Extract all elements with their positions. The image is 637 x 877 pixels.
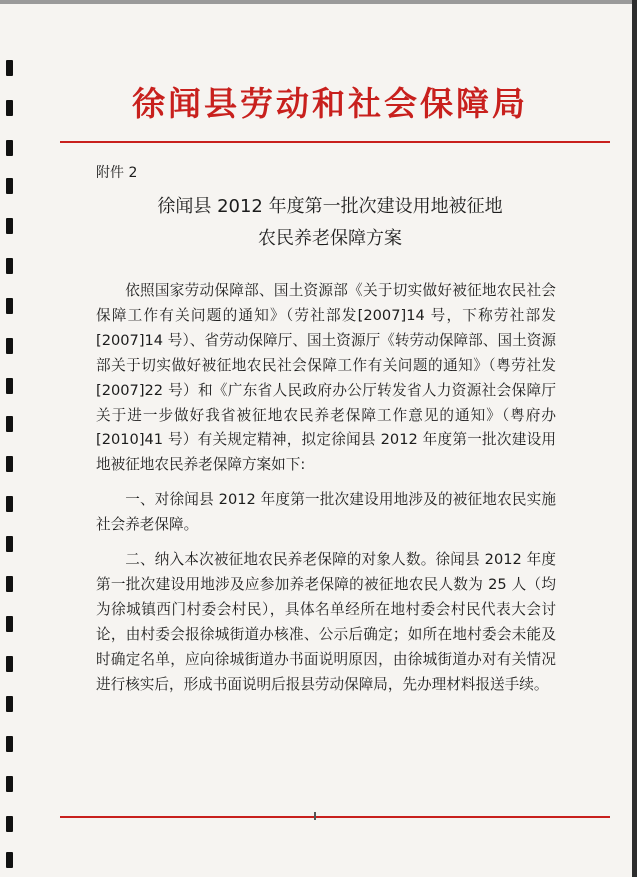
binding-hole	[6, 298, 13, 314]
binding-hole	[6, 218, 13, 234]
binding-hole	[6, 378, 13, 394]
document-title-line-1: 徐闻县 2012 年度第一批次建设用地被征地	[157, 196, 503, 217]
binding-hole	[6, 816, 13, 832]
binding-hole	[6, 736, 13, 752]
binding-holes	[6, 0, 22, 877]
footer-rule	[60, 816, 610, 818]
binding-hole	[6, 776, 13, 792]
binding-hole	[6, 60, 13, 76]
footer-mark	[314, 812, 316, 820]
scan-edge-right	[632, 0, 637, 877]
binding-hole	[6, 616, 13, 632]
attachment-label: 附件 2	[96, 165, 138, 181]
binding-hole	[6, 536, 13, 552]
binding-hole	[6, 416, 13, 432]
binding-hole	[6, 258, 13, 274]
body-paragraph-1: 依照国家劳动保障部、国土资源部《关于切实做好被征地农民社会保障工作有关问题的通知》（劳社部发[2007]14 号，下称劳社部发[2007]14 号）、省劳动保障厅、国土资源厅《转劳动保障部、国土资源部关于切实做好被征地农民社会保障工作有关问题的通知》（粤劳社发[2007]22 号）和《广东省人民政府办公厅转发省人力资源社会保障厅关于进一步做好我省被征地农民养老保障工作意见的通知》（粤府办[2010]41 号）有关规定精神，拟定徐闻县 2012 年度第一批次建设用地被征地农民养老保障方案如下:	[96, 282, 556, 474]
letterhead-rule	[60, 141, 610, 143]
scan-edge-top	[0, 0, 637, 4]
binding-hole	[6, 576, 13, 592]
body-paragraph-2: 一、对徐闻县 2012 年度第一批次建设用地涉及的被征地农民实施社会养老保障。	[96, 491, 556, 534]
body-paragraph-3: 二、纳入本次被征地农民养老保障的对象人数。徐闻县 2012 年度第一批次建设用地涉及应参加养老保障的被征地农民人数为 25 人（均为徐城镇西门村委会村民），具体名单经所在地村委会村民代表大会讨论，由村委会报徐城街道办核准、公示后确定；如所在地村委会未能及时确定名单，应向徐城街道办书面说明原因，由徐城街道办对有关情况进行核实后，形成书面说明后报县劳动保障局，先办理材料报送手续。	[96, 551, 556, 693]
binding-hole	[6, 656, 13, 672]
binding-hole	[6, 696, 13, 712]
binding-hole	[6, 338, 13, 354]
binding-hole	[6, 852, 13, 868]
binding-hole	[6, 140, 13, 156]
binding-hole	[6, 496, 13, 512]
binding-hole	[6, 456, 13, 472]
binding-hole	[6, 100, 13, 116]
letterhead-org-name: 徐闻县劳动和社会保障局	[132, 84, 528, 123]
document-title-line-2: 农民养老保障方案	[258, 228, 402, 249]
binding-hole	[6, 178, 13, 194]
document-body	[96, 279, 556, 698]
